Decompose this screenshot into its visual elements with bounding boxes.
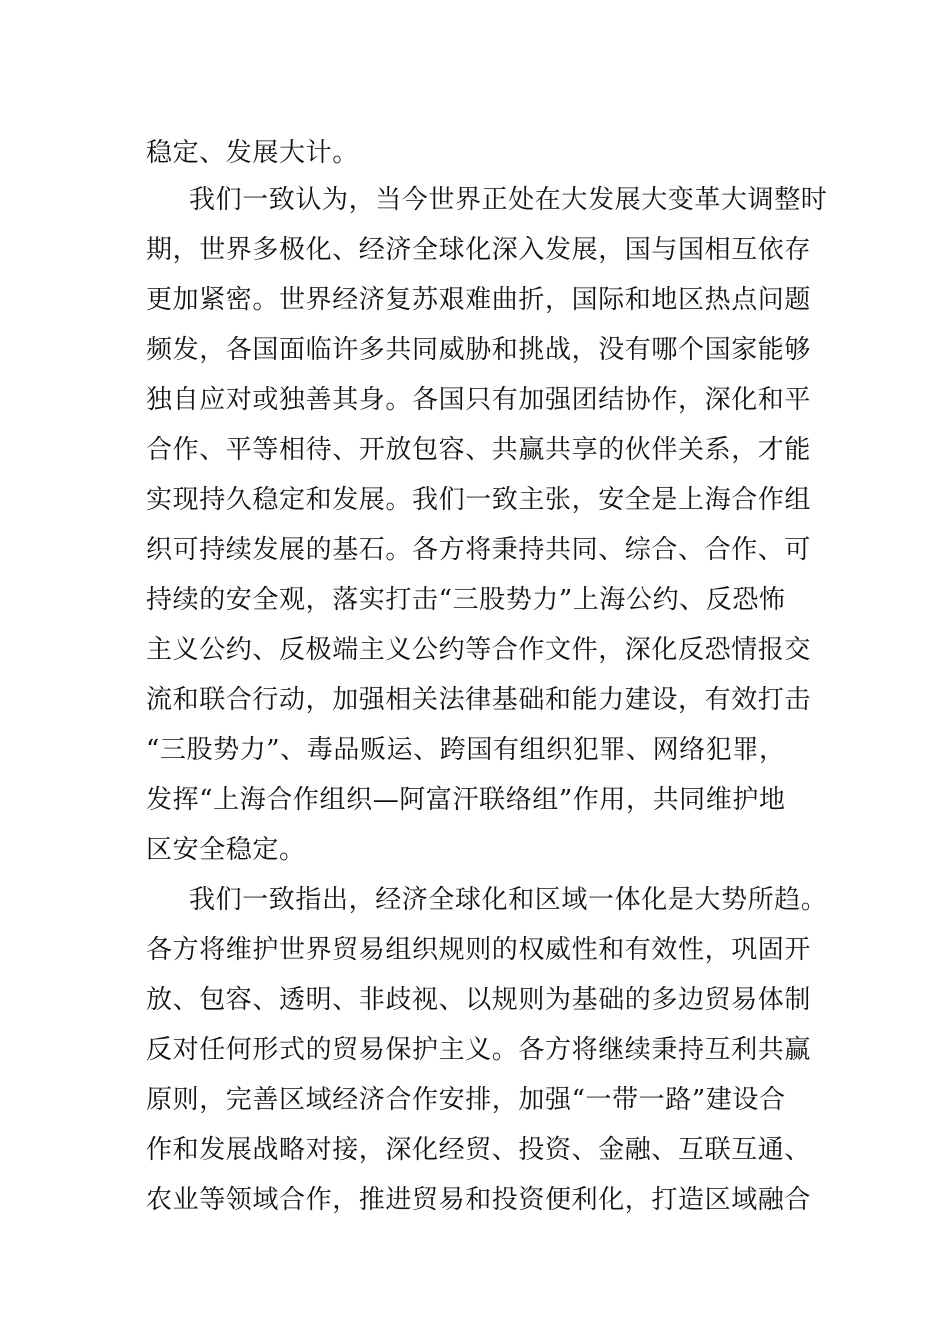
- paragraph-3-line-2: 各方将维护世界贸易组织规则的权威性和有效性，巩固开: [146, 935, 812, 965]
- paragraph-2-line-6: 合作、平等相待、开放包容、共赢共享的伙伴关系，才能: [146, 435, 812, 465]
- paragraph-2-line-10: 主义公约、反极端主义公约等合作文件，深化反恐情报交: [146, 635, 812, 665]
- paragraph-2-line-5: 独自应对或独善其身。各国只有加强团结协作，深化和平: [146, 385, 812, 415]
- paragraph-3-line-5: 原则，完善区域经济合作安排，加强“一带一路”建设合: [146, 1085, 786, 1115]
- paragraph-3-line-3: 放、包容、透明、非歧视、以规则为基础的多边贸易体制: [146, 985, 812, 1015]
- paragraph-2-line-9: 持续的安全观，落实打击“三股势力”上海公约、反恐怖: [146, 585, 786, 615]
- paragraph-3-line-6: 作和发展战略对接，深化经贸、投资、金融、互联互通、: [146, 1135, 812, 1165]
- paragraph-2-line-2: 期，世界多极化、经济全球化深入发展，国与国相互依存: [146, 235, 812, 265]
- paragraph-2-line-7: 实现持久稳定和发展。我们一致主张，安全是上海合作组: [146, 485, 812, 515]
- paragraph-2-line-13: 发挥“上海合作组织—阿富汗联络组”作用，共同维护地: [146, 785, 786, 815]
- paragraph-2-line-8: 织可持续发展的基石。各方将秉持共同、综合、合作、可: [146, 535, 812, 565]
- paragraph-2-line-1: 我们一致认为，当今世界正处在大发展大变革大调整时: [189, 185, 828, 215]
- paragraph-2-line-12: “三股势力”、毒品贩运、跨国有组织犯罪、网络犯罪，: [146, 735, 786, 765]
- paragraph-2-line-11: 流和联合行动，加强相关法律基础和能力建设，有效打击: [146, 685, 812, 715]
- paragraph-3-line-4: 反对任何形式的贸易保护主义。各方将继续秉持互利共赢: [146, 1035, 812, 1065]
- paragraph-2-line-4: 频发，各国面临许多共同威胁和挑战，没有哪个国家能够: [146, 335, 812, 365]
- paragraph-2-line-3: 更加紧密。世界经济复苏艰难曲折，国际和地区热点问题: [146, 285, 812, 315]
- paragraph-3-line-1: 我们一致指出，经济全球化和区域一体化是大势所趋。: [189, 885, 828, 915]
- paragraph-2-line-14: 区安全稳定。: [146, 835, 306, 865]
- text-line-1: 稳定、发展大计。: [146, 138, 359, 168]
- paragraph-3-line-7: 农业等领域合作，推进贸易和投资便利化，打造区域融合: [146, 1185, 812, 1215]
